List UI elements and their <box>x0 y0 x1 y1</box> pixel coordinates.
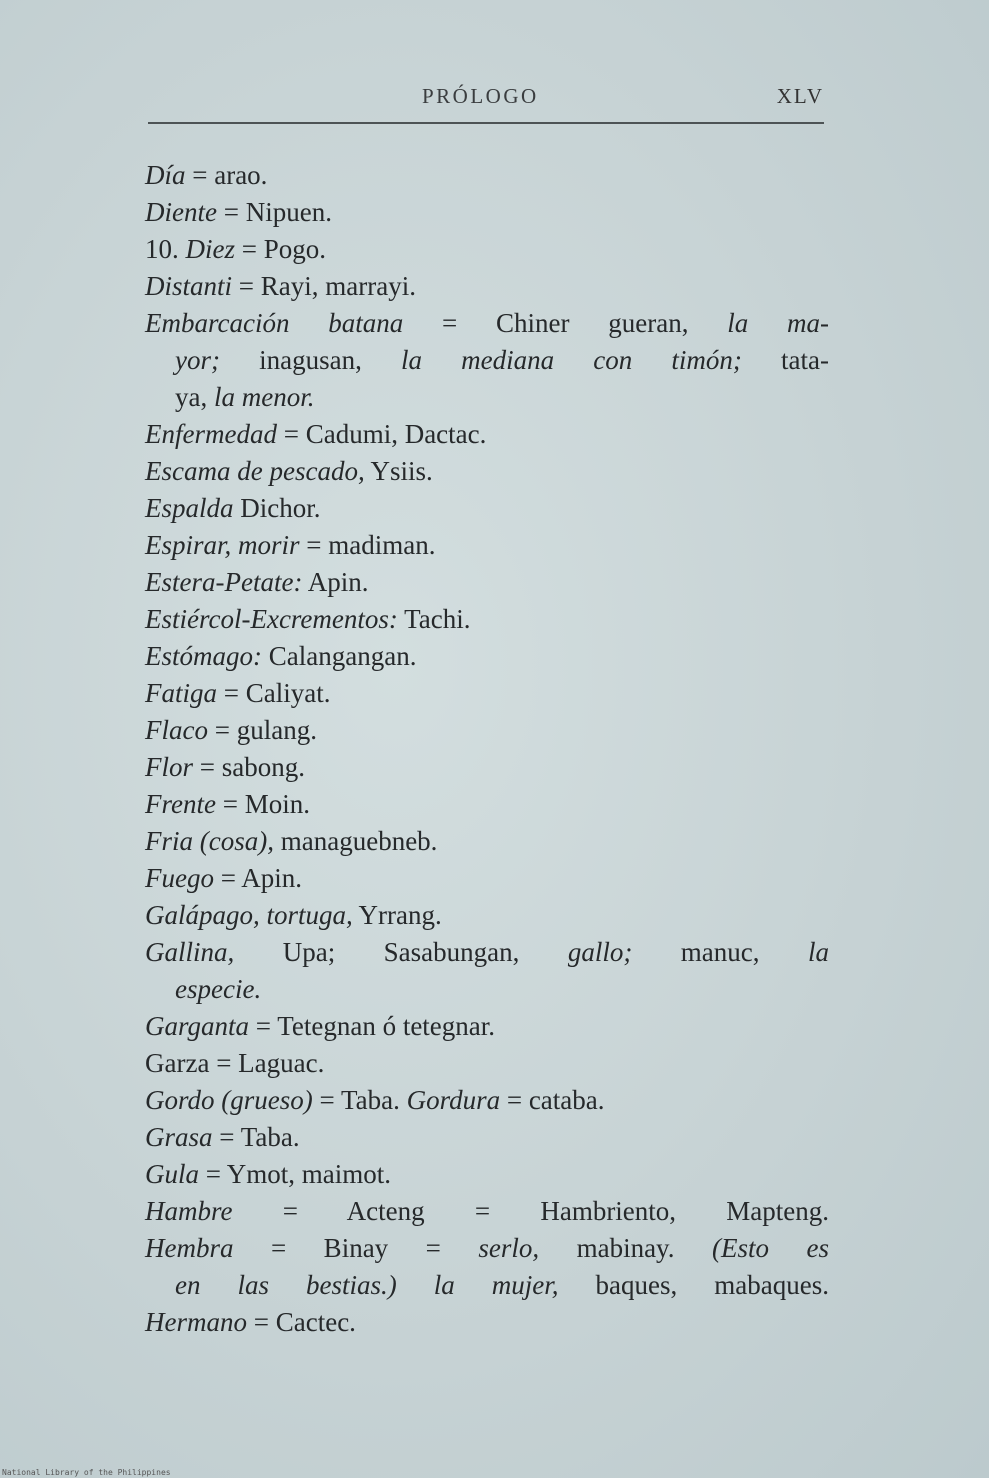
entry-term: yor; <box>175 345 220 375</box>
entry-term: Grasa <box>145 1122 213 1152</box>
entry-line <box>145 305 829 342</box>
entry-term: Espirar, morir <box>145 530 300 560</box>
entry-term: Fuego <box>145 863 214 893</box>
entry-line <box>145 897 829 934</box>
entry-line <box>145 712 829 749</box>
entry-term: (Esto es <box>712 1233 830 1263</box>
entry-term: Escama de pescado, <box>145 456 365 486</box>
entry-text: = Taba. <box>212 1122 300 1152</box>
entry-text: = Ymot, maimot. <box>199 1159 391 1189</box>
entry-text: tata- <box>741 345 829 375</box>
entry-text: Garza = Laguac. <box>145 1048 325 1078</box>
entry-term: especie. <box>175 974 262 1004</box>
entry-term: Enfermedad <box>145 419 277 449</box>
entry-term: Gordo (grueso) <box>145 1085 313 1115</box>
entry-text: Ysiis. <box>364 456 433 486</box>
entry-line <box>145 601 829 638</box>
entry-text: = cataba. <box>500 1085 605 1115</box>
entry-term: serlo, <box>478 1233 540 1263</box>
entry-term: Hermano <box>145 1307 247 1337</box>
entry-text: Calangangan. <box>262 641 417 671</box>
entry-text: manuc, <box>632 937 808 967</box>
entry-line <box>145 1156 829 1193</box>
entry-line <box>145 860 829 897</box>
entry-line <box>145 749 829 786</box>
entry-text: Apin. <box>302 567 369 597</box>
entry-line <box>145 675 829 712</box>
entry-text: mabinay. <box>539 1233 713 1263</box>
entry-line <box>145 1193 829 1230</box>
entry-text: = Cadumi, Dactac. <box>276 419 487 449</box>
entry-text: = Acteng = Hambriento, Mapteng. <box>232 1196 829 1226</box>
entry-text: Tachi. <box>397 604 471 634</box>
entry-text: = Apin. <box>213 863 302 893</box>
entry-text: = Chiner gueran, <box>403 308 728 338</box>
entry-line <box>145 416 829 453</box>
entry-text: ya, <box>175 382 214 412</box>
entry-line <box>145 157 829 194</box>
entry-line <box>145 786 829 823</box>
entry-term: la ma- <box>727 308 830 338</box>
entry-term: Distanti <box>145 271 233 301</box>
entry-text: inagusan, <box>219 345 401 375</box>
running-title: PRÓLOGO <box>422 84 539 108</box>
entry-term: Garganta <box>145 1011 250 1041</box>
entry-text: = gulang. <box>207 715 317 745</box>
entry-text: baques, mabaques. <box>558 1270 829 1300</box>
entry-term: Hembra <box>145 1233 234 1263</box>
entry-term: Gordura <box>406 1085 501 1115</box>
entry-text: 10. <box>145 234 186 264</box>
entry-term: Diez <box>185 234 235 264</box>
entry-term: Día <box>145 160 186 190</box>
entry-term: Estiércol-Excrementos: <box>145 604 398 634</box>
entry-term: Galápago, tortuga, <box>145 900 353 930</box>
entry-term: gallo; <box>567 937 633 967</box>
page-number: XLV <box>776 84 824 108</box>
entry-text: = Cactec. <box>247 1307 356 1337</box>
entry-text: Upa; Sasabungan, <box>234 937 568 967</box>
entry-text: Dichor. <box>233 493 321 523</box>
library-credit: National Library of the Philippines <box>2 1468 171 1477</box>
entry-text: = Pogo. <box>235 234 326 264</box>
entry-line <box>145 194 829 231</box>
entry-text: managuebneb. <box>273 826 438 856</box>
entry-text: = Moin. <box>215 789 310 819</box>
entry-line <box>145 1119 829 1156</box>
entry-line <box>145 490 829 527</box>
entry-text: = Taba. <box>312 1085 407 1115</box>
entry-text: = Binay = <box>233 1233 479 1263</box>
entry-term: Espalda <box>145 493 234 523</box>
entry-term: Diente <box>145 197 217 227</box>
entry-line <box>145 1045 829 1082</box>
entry-term: Flor <box>145 752 194 782</box>
entry-text: = Caliyat. <box>217 678 331 708</box>
entry-text: = sabong. <box>193 752 305 782</box>
entry-term: la <box>807 937 829 967</box>
entry-continuation-line <box>145 379 829 416</box>
entry-line <box>145 823 829 860</box>
entry-line <box>145 1082 829 1119</box>
entry-line <box>145 231 829 268</box>
header-rule <box>148 122 824 124</box>
entry-line <box>145 638 829 675</box>
entry-line <box>145 453 829 490</box>
entry-text: = Nipuen. <box>216 197 332 227</box>
entry-line <box>145 1008 829 1045</box>
entry-line <box>145 934 829 971</box>
entry-text: = Rayi, marrayi. <box>232 271 416 301</box>
vocabulary-list <box>145 157 829 1341</box>
entry-continuation-line <box>145 342 829 379</box>
entry-term: Fria (cosa), <box>145 826 274 856</box>
entry-term: Embarcación batana <box>145 308 404 338</box>
entry-term: Estómago: <box>145 641 262 671</box>
entry-term: Fatiga <box>145 678 217 708</box>
entry-text: = Tetegnan ó tetegnar. <box>249 1011 496 1041</box>
entry-line <box>145 527 829 564</box>
page-header <box>148 84 824 114</box>
entry-term: Gallina, <box>145 937 235 967</box>
entry-text: Yrrang. <box>352 900 442 930</box>
entry-continuation-line <box>145 1267 829 1304</box>
entry-term: en las bestias.) la mujer, <box>175 1270 559 1300</box>
entry-line <box>145 1230 829 1267</box>
entry-continuation-line <box>145 971 829 1008</box>
entry-term: Hambre <box>145 1196 233 1226</box>
entry-term: Estera-Petate: <box>145 567 303 597</box>
entry-term: Gula <box>145 1159 199 1189</box>
entry-line <box>145 268 829 305</box>
entry-term: la menor. <box>213 382 315 412</box>
entry-term: la mediana con timón; <box>401 345 742 375</box>
entry-term: Frente <box>145 789 216 819</box>
entry-line <box>145 1304 829 1341</box>
entry-text: = arao. <box>185 160 268 190</box>
entry-line <box>145 564 829 601</box>
entry-term: Flaco <box>145 715 208 745</box>
entry-text: = madiman. <box>299 530 436 560</box>
